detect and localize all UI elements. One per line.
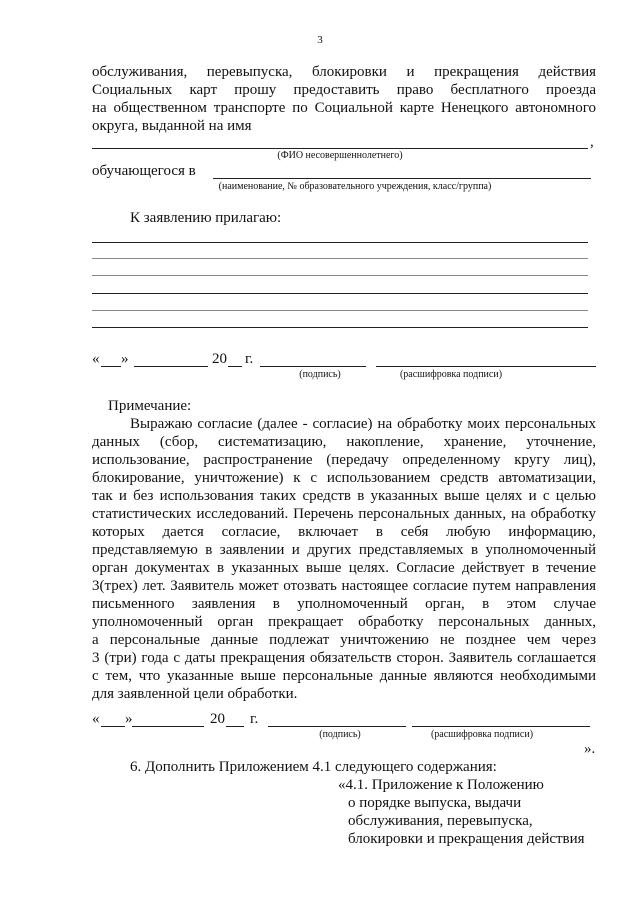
consent-line: с тем, что указанные выше персональные данные являются необходимыми: [92, 668, 596, 684]
year-field-line[interactable]: [226, 726, 244, 727]
appendix-line: «4.1. Приложение к Положению: [338, 777, 544, 793]
consent-line: а персональные данные подлежат уничтожению не позднее чем через: [92, 632, 596, 648]
intro-line: обслуживания, перевыпуска, блокировки и прекращения действия: [92, 64, 596, 80]
day-field-line[interactable]: [101, 366, 121, 367]
consent-line: использование, распространение (передачу определенному кругу лиц),: [92, 452, 596, 468]
attachments-label: К заявлению прилагаю:: [130, 210, 282, 226]
intro-line-last: округа, выданной на имя: [92, 118, 252, 134]
consent-line: статистических исследований. Перечень персональных данных, на обработку: [92, 506, 596, 522]
closing-quote: ».: [584, 741, 596, 757]
consent-line: орган документах в указанных выше целях. Согласие действует в течение: [92, 560, 596, 576]
intro-line: Социальных карт прошу предоставить право бесплатного проезда: [92, 82, 596, 98]
signature-field-line[interactable]: [268, 726, 406, 727]
attachment-line[interactable]: [92, 258, 588, 259]
consent-line: 3 (три) года с даты прекращения обязательств сторон. Заявитель соглашается: [92, 650, 596, 666]
consent-line: данных (сбор, систематизацию, накопление, хранение, уточнение,: [92, 434, 596, 450]
consent-line: уполномоченный орган прекращает обработку персональных данных,: [92, 614, 596, 630]
date-close-quote: »: [125, 711, 133, 727]
consent-line-last: для заявленной цели обработки.: [92, 686, 298, 702]
attachment-line[interactable]: [92, 327, 588, 328]
caption-signature: (подпись): [319, 729, 361, 740]
appendix-line: блокировки и прекращения действия: [348, 831, 585, 847]
decode-field-line[interactable]: [412, 726, 590, 727]
signature-field-line[interactable]: [260, 366, 366, 367]
year-field-line[interactable]: [228, 366, 242, 367]
consent-line: письменного заявления в уполномоченный орган, в этом случае: [92, 596, 596, 612]
fio-field-line[interactable]: [92, 148, 588, 149]
student-label: обучающегося в: [92, 163, 196, 179]
item-6-text: 6. Дополнить Приложением 4.1 следующего содержания:: [130, 759, 497, 775]
appendix-line: о порядке выпуска, выдачи: [348, 795, 522, 811]
date-close-quote: »: [121, 351, 129, 367]
attachment-line[interactable]: [92, 293, 588, 294]
attachment-line[interactable]: [92, 275, 588, 276]
decode-field-line[interactable]: [376, 366, 596, 367]
consent-line: блокирование, уничтожение) к с использованием средств автоматизации,: [92, 470, 596, 486]
consent-line: Выражаю согласие (далее - согласие) на обработку моих персональных: [130, 416, 596, 432]
caption-school: (наименование, № образовательного учреждения, класс/группа): [218, 181, 492, 192]
consent-line: так и без использования таких средств в указанных выше целях и с целью: [92, 488, 596, 504]
attachment-line[interactable]: [92, 310, 588, 311]
school-field-line[interactable]: [213, 178, 591, 179]
month-field-line[interactable]: [132, 726, 204, 727]
year-prefix: 20: [210, 711, 225, 727]
consent-line: 3(трех) лет. Заявитель может отозвать настоящее согласие путем направления: [92, 578, 596, 594]
date-open-quote: «: [92, 351, 100, 367]
intro-line: на общественном транспорте по Социальной карте Ненецкого автономного: [92, 100, 596, 116]
year-suffix: г.: [250, 711, 259, 727]
day-field-line[interactable]: [101, 726, 125, 727]
consent-line: представляемую в заявлении и других представляемых в уполномоченный: [92, 542, 596, 558]
caption-decode: (расшифровка подписи): [430, 729, 534, 740]
caption-decode: (расшифровка подписи): [399, 369, 503, 380]
month-field-line[interactable]: [134, 366, 208, 367]
year-prefix: 20: [212, 351, 227, 367]
fio-comma: ,: [590, 134, 594, 150]
attachment-line[interactable]: [92, 242, 588, 243]
note-label: Примечание:: [108, 398, 192, 414]
consent-line: которых дается согласие, включает в себя любую информацию,: [92, 524, 596, 540]
page-number: 3: [317, 34, 323, 46]
caption-signature: (подпись): [299, 369, 341, 380]
date-open-quote: «: [92, 711, 100, 727]
caption-fio: (ФИО несовершеннолетнего): [277, 150, 403, 161]
appendix-line: обслуживания, перевыпуска,: [348, 813, 533, 829]
year-suffix: г.: [245, 351, 254, 367]
